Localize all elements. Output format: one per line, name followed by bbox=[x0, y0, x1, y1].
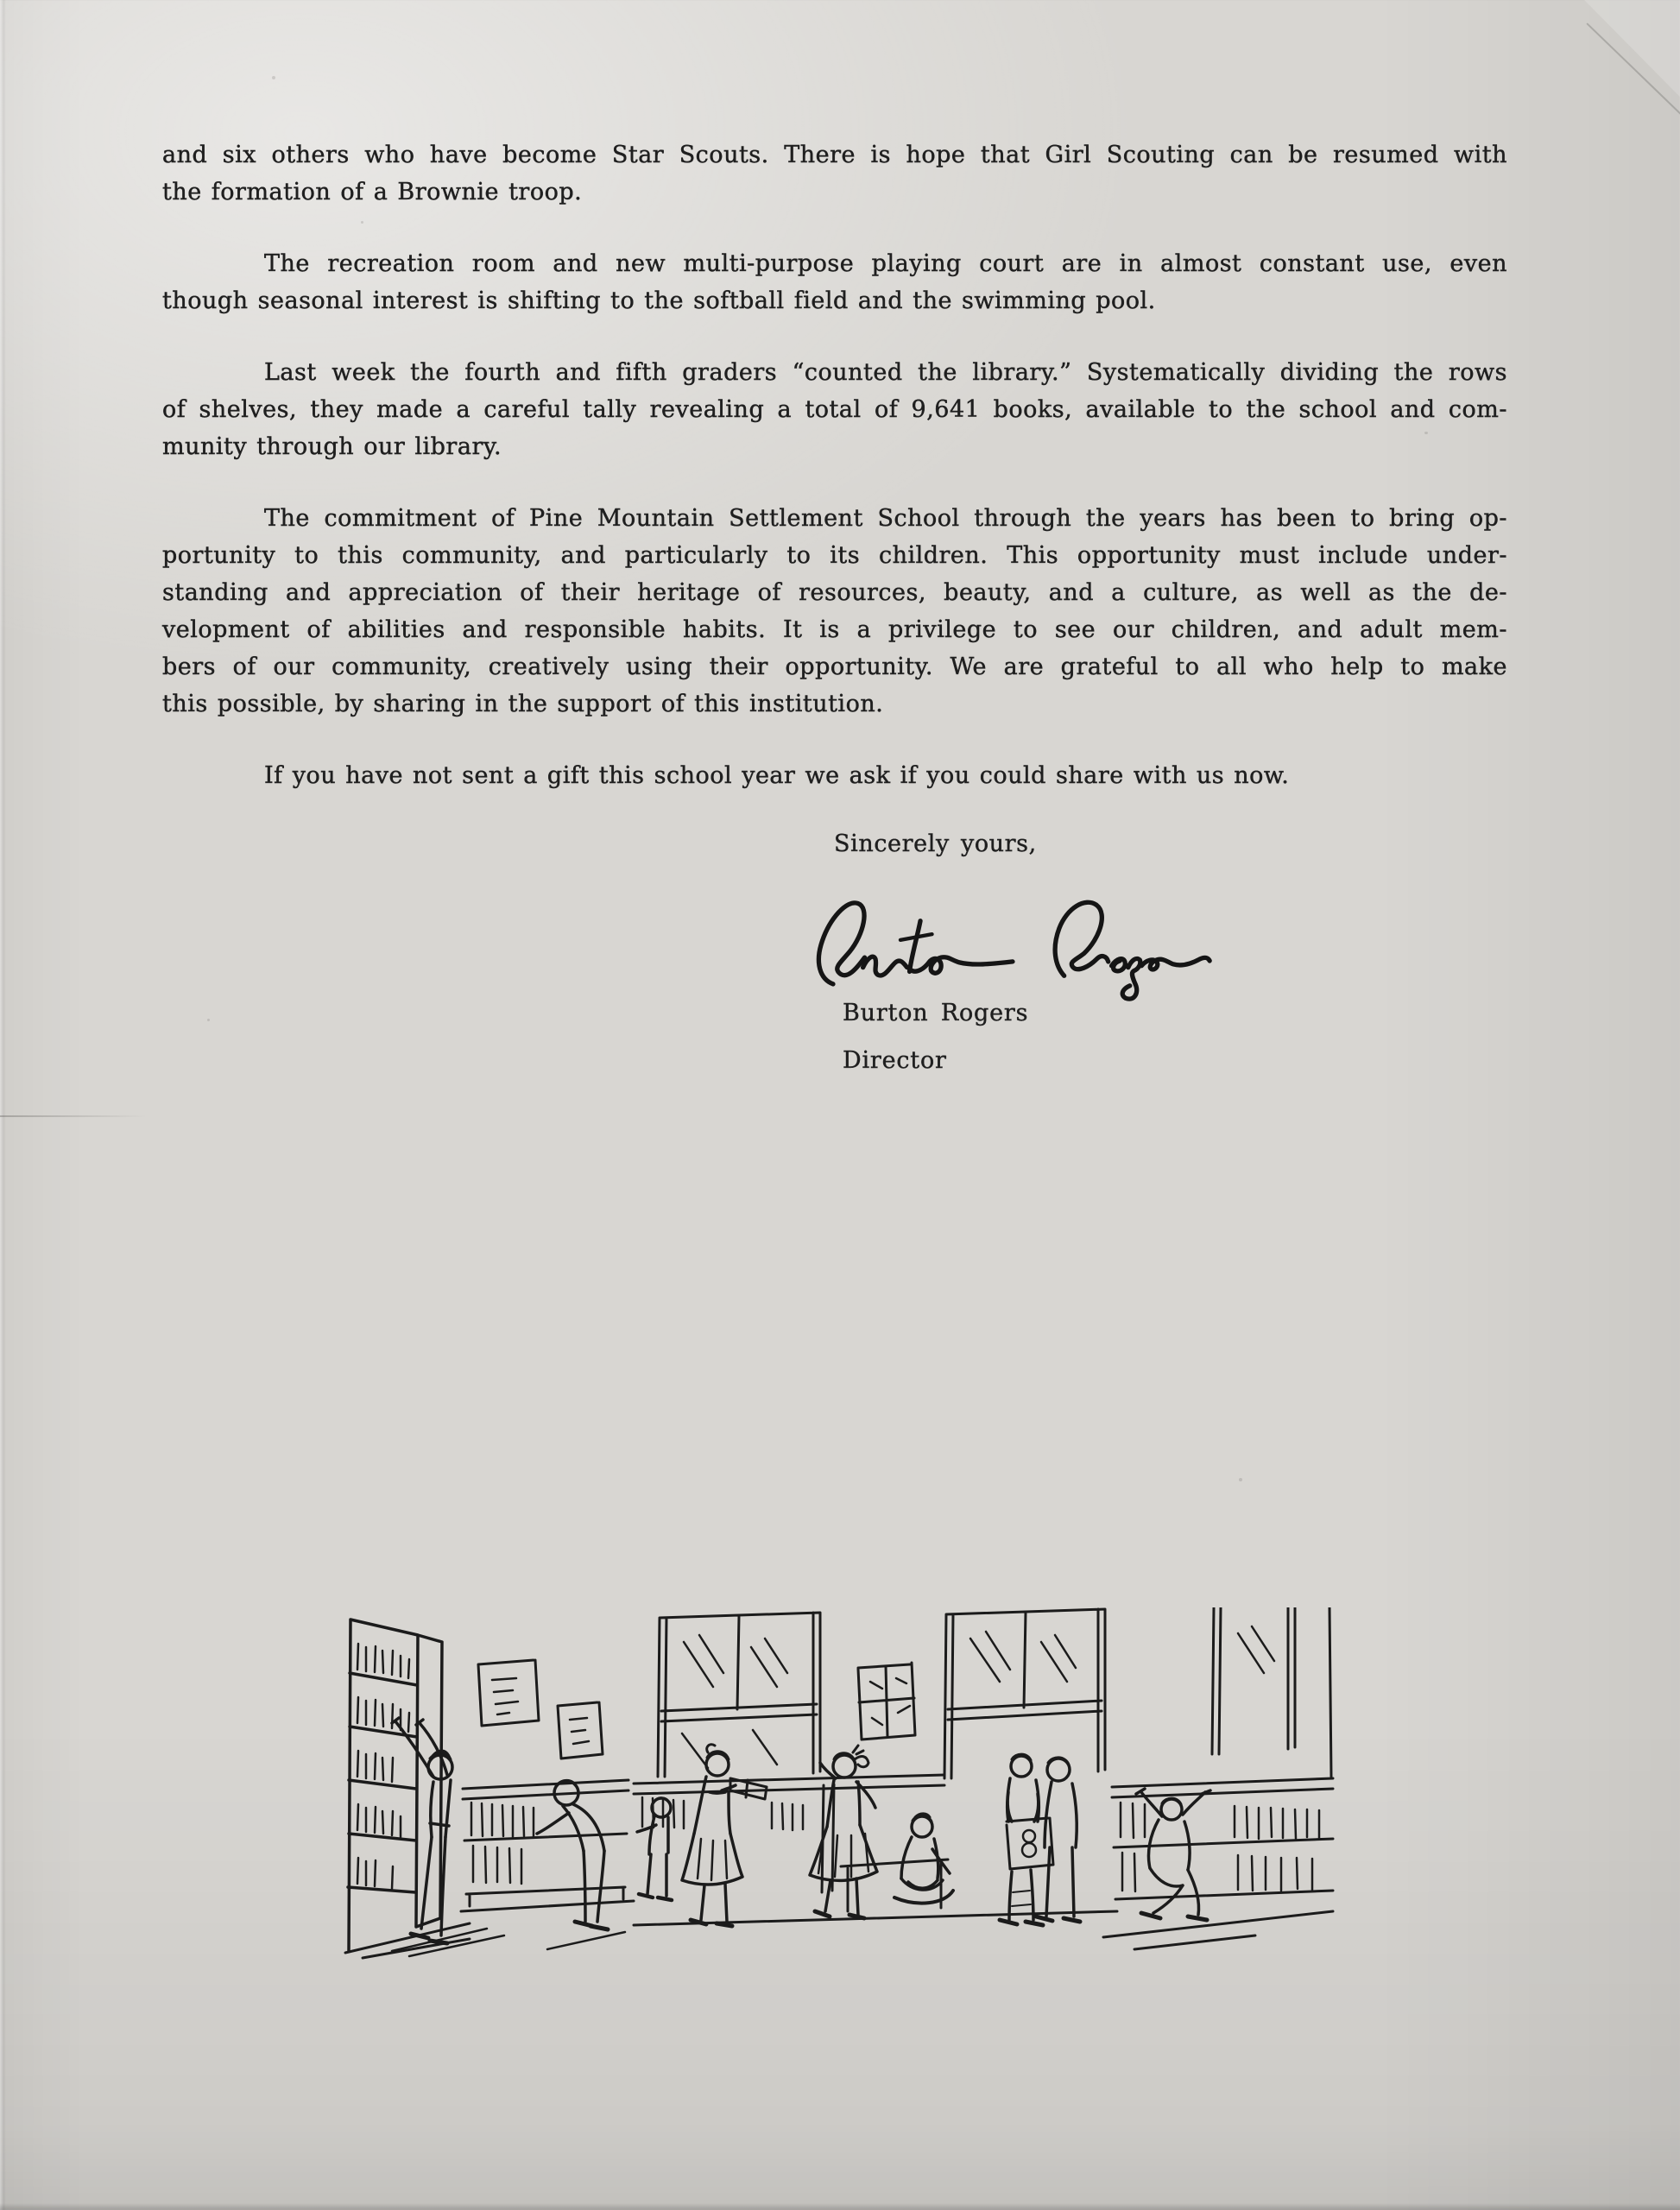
paragraph-line: velopment of abilities and responsible habits. It is a privilege to see our children, and adult mem- bbox=[162, 616, 1507, 643]
wall-posters bbox=[478, 1660, 603, 1759]
paper-speck bbox=[272, 76, 275, 79]
paper-bottom-edge bbox=[0, 2203, 1680, 2210]
paper-speck bbox=[207, 1019, 210, 1021]
signer-title: Director bbox=[843, 1047, 947, 1074]
paragraph-line: portunity to this community, and particularly to its children. This opportunity must include under- bbox=[162, 542, 1507, 569]
paragraph-line: this possible, by sharing in the support of this institution. bbox=[162, 691, 884, 717]
paragraph-line: The commitment of Pine Mountain Settlement School through the years has been to bring op- bbox=[264, 505, 1507, 532]
paragraph-line: If you have not sent a gift this school year we ask if you could share with us now. bbox=[264, 762, 1290, 789]
paragraph-line: munity through our library. bbox=[162, 433, 502, 460]
paper-corner-curl bbox=[1566, 0, 1680, 105]
signer-name: Burton Rogers bbox=[843, 1000, 1029, 1026]
signer-block bbox=[843, 989, 1028, 1084]
paragraph bbox=[162, 245, 1507, 319]
paragraph-line: standing and appreciation of their heritage of resources, beauty, and a culture, as well as the de- bbox=[162, 579, 1507, 606]
paragraph-line: bers of our community, creatively using their opportunity. We are grateful to all who help to make bbox=[162, 654, 1507, 680]
girl-reading bbox=[682, 1745, 767, 1926]
sitting-child bbox=[894, 1814, 953, 1904]
paragraph bbox=[162, 500, 1507, 723]
paragraph bbox=[162, 136, 1507, 211]
paper-fold-crease bbox=[0, 1115, 147, 1117]
closing-salutation: Sincerely yours, bbox=[834, 830, 1037, 857]
window-sill-shelf bbox=[634, 1775, 1117, 1925]
paragraph bbox=[162, 354, 1507, 465]
paragraph-line: of shelves, they made a careful tally revealing a total of 9,641 books, available to the school and com- bbox=[162, 396, 1507, 423]
standing-pair bbox=[1000, 1754, 1080, 1925]
paragraph bbox=[162, 757, 1507, 794]
letter-body bbox=[162, 136, 1507, 794]
signature-burton bbox=[818, 903, 864, 984]
paragraph-line: Last week the fourth and fifth graders “counted the library.” Systematically dividing the rows bbox=[264, 359, 1507, 386]
paragraph-line: though seasonal interest is shifting to the softball field and the swimming pool. bbox=[162, 287, 1156, 314]
paragraph-line: and six others who have become Star Scouts. There is hope that Girl Scouting can be resumed with bbox=[162, 142, 1507, 168]
low-bookshelf-left bbox=[461, 1780, 634, 1911]
paragraph-line: the formation of a Brownie troop. bbox=[162, 179, 583, 205]
crouching-child bbox=[1136, 1789, 1210, 1920]
paragraph-line: The recreation room and new multi-purpose playing court are in almost constant use, even bbox=[264, 250, 1507, 277]
paper-speck bbox=[1239, 1478, 1242, 1481]
signature-rogers bbox=[1055, 902, 1108, 976]
low-bookshelf-right bbox=[1103, 1778, 1333, 1949]
windows bbox=[658, 1607, 1331, 1778]
library-illustration bbox=[340, 1607, 1338, 1967]
paper-left-edge bbox=[0, 0, 6, 2210]
